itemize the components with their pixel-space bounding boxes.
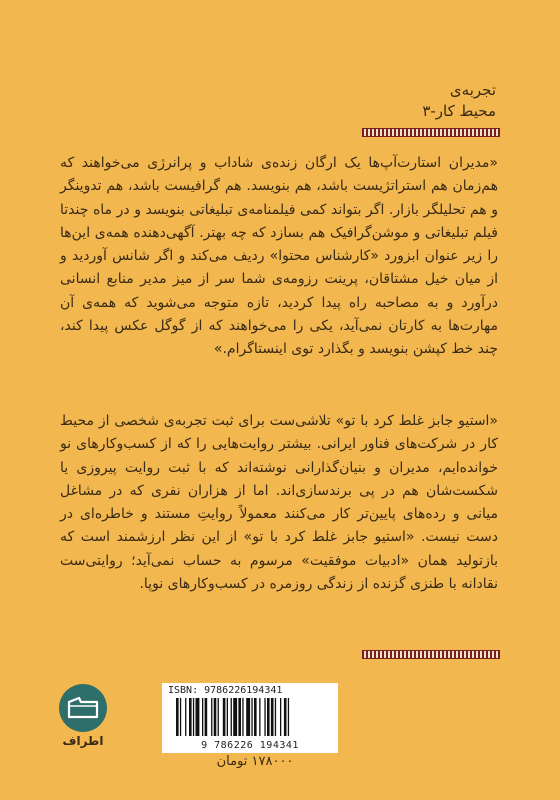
barcode-bar	[223, 698, 226, 736]
publisher-name: اطراف	[62, 734, 104, 748]
barcode-digits: 9 786226 194341	[201, 740, 299, 751]
barcode-bar	[246, 698, 250, 736]
barcode-bar	[259, 698, 260, 736]
barcode-bar	[280, 698, 281, 736]
barcode-bar	[284, 698, 287, 736]
barcode-bar	[275, 698, 276, 736]
isbn-label: ISBN: 9786226194341	[168, 685, 283, 696]
publisher-logo	[48, 680, 118, 760]
barcode-bar	[231, 698, 232, 736]
barcode-bar	[218, 698, 219, 736]
barcode-bar	[267, 698, 270, 736]
series-title-line2: محیط کار-۳	[422, 102, 496, 120]
barcode-bar	[189, 698, 192, 736]
barcode-bar	[214, 698, 217, 736]
barcode-bar	[185, 698, 186, 736]
barcode-bar	[264, 698, 265, 736]
price-label: ۱۷۸۰۰۰ تومان	[216, 754, 294, 769]
stitch-divider-bottom	[362, 650, 500, 659]
barcode-bar	[176, 698, 179, 736]
series-title-line1: تجربه‌ی	[449, 81, 496, 99]
barcode-bar	[227, 698, 228, 736]
barcode-bar	[288, 698, 289, 736]
barcode-bar	[211, 698, 212, 736]
stitch-divider-top	[362, 128, 500, 137]
barcode-bar	[242, 698, 243, 736]
barcode-bar	[205, 698, 208, 736]
blurb-description-paragraph: «استیو جابز غلط کرد با تو» تلاشی‌ست برای ثبت تجربه‌ی شخصی از محیط کار در شرکت‌های فناور ایرانی. بیشتر روایت‌هایی را که از کسب‌وکارهای نو خوانده‌ایم، مدیران و بنیان‌گذارانی نوشته‌اند که با ثبت روایت پیروزی یا شکست‌شان هم در پی برندسازی‌اند. اما از هزاران نفری که در مشاغل میانی و رده‌های پایین‌تر کار می‌کنند معمولاً روایتِ مستند و خاطره‌ای در دست نیست. «استیو جابز غلط کرد با تو» از این نظر ارزشمند است که بازتولید همان «ادبیات موفقیت» مرسوم به حساب نمی‌آید؛ روایتی‌ست نقادانه با طنزی گزنده از زندگی روزمره در کسب‌وکارهای نوپا.	[60, 413, 498, 593]
barcode-bar	[196, 698, 200, 736]
series-title	[422, 80, 496, 122]
barcode-bar	[271, 698, 274, 736]
barcode-bars	[176, 698, 326, 736]
barcode-bar	[202, 698, 203, 736]
barcode-bar	[233, 698, 237, 736]
barcode	[162, 683, 338, 753]
barcode-bar	[180, 698, 181, 736]
barcode-bar	[238, 698, 241, 736]
barcode-bar	[251, 698, 252, 736]
blurb-quote-paragraph: «مدیران استارت‌آپ‌ها یک ارگان زنده‌ی شاداب و پرانرژی می‌خواهند که هم‌زمان هم استراتژیست باشد، هم بنویسد. هم گرافیست باشد، هم تدوینگر و هم تحلیلگر بازار. اگر بتواند کمی فیلمنامه‌ی تبلیغاتی بنویسد و در ماه چندتا فیلم تبلیغاتی و موشن‌گرافیک هم بسازد که چه بهتر. آگهی‌دهنده همه‌ی این‌ها را زیر عنوان ابزورد «کارشناس محتوا» ردیف می‌کند و اگر شانس آوردید و از میان خیل مشتاقان، پرینت رزومه‌ی شما سر از میز مدیر منابع انسانی درآورد و به مصاحبه راه پیدا کردید، تازه متوجه می‌شوید که همه‌ی آن مهارت‌ها به کارتان نمی‌آید، یکی را می‌خواهند که از گوگل عکس پیدا کند، چند خط کپشن بنویسد و بگذارد توی اینستاگرام.»	[60, 155, 498, 358]
barcode-bar	[254, 698, 257, 736]
barcode-bar	[193, 698, 194, 736]
folder-tab-icon	[48, 680, 118, 736]
